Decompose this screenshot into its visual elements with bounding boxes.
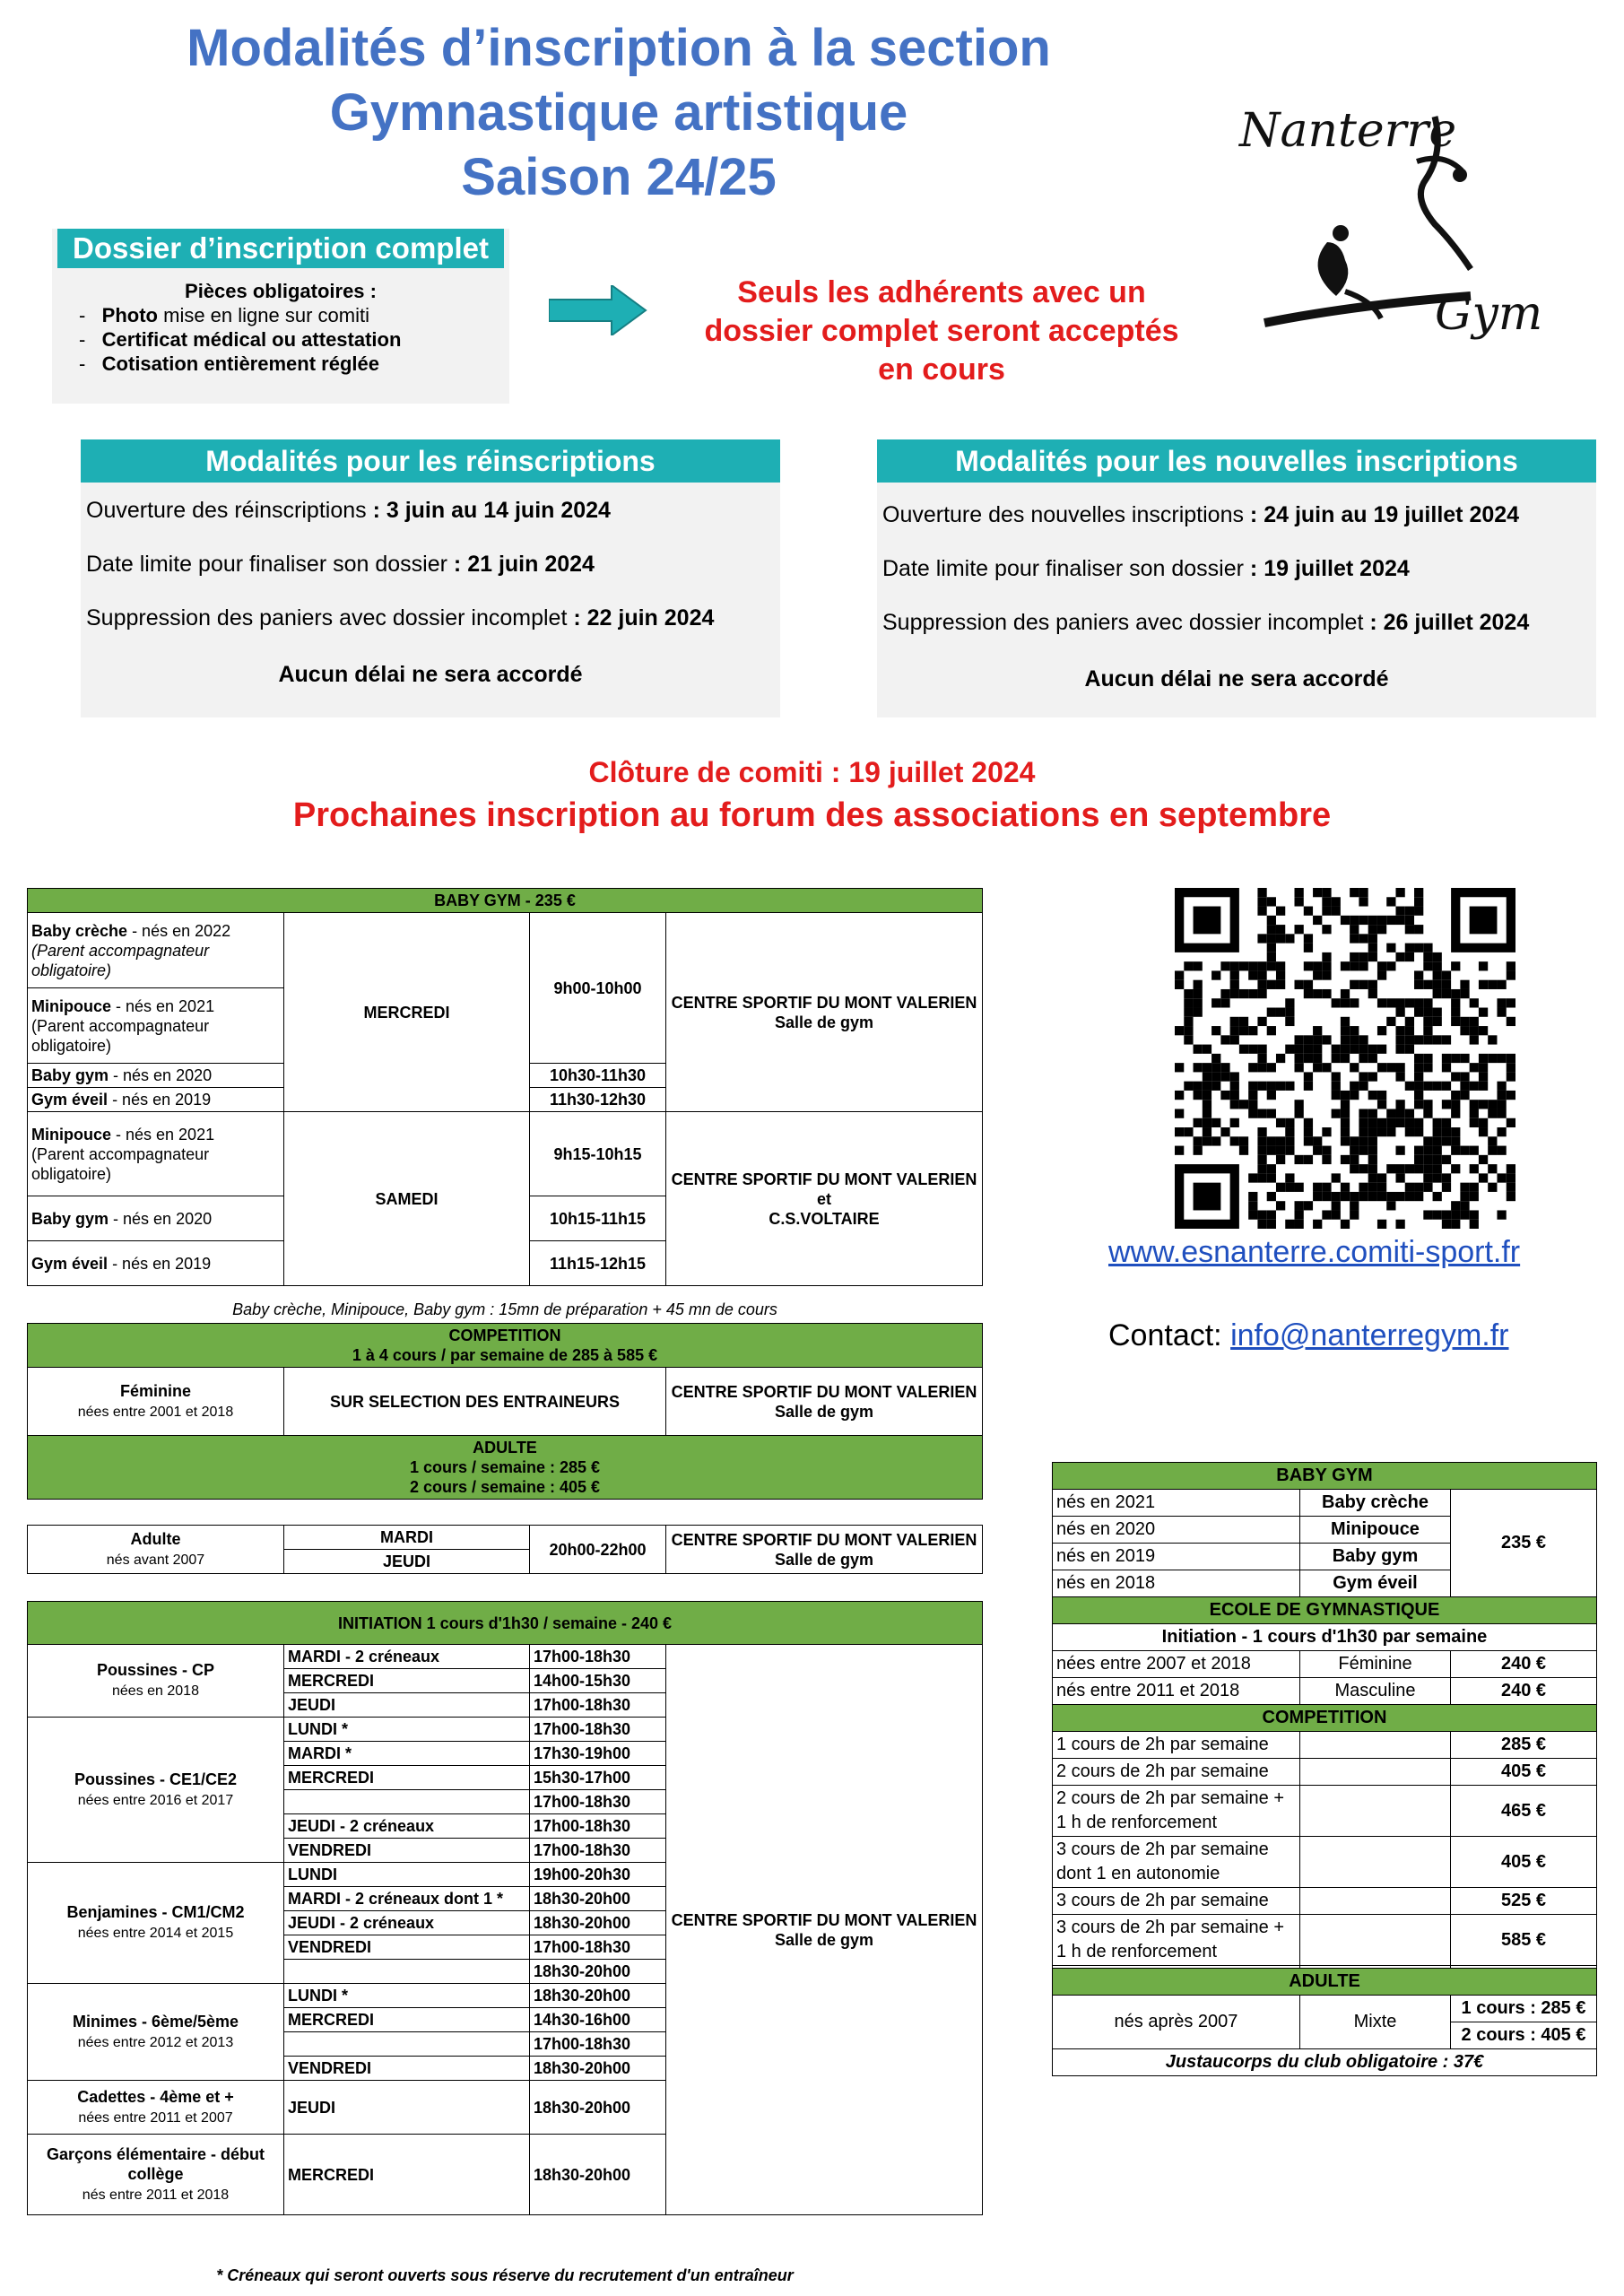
day-cell: JEUDI bbox=[284, 2081, 530, 2135]
day-cell: VENDREDI bbox=[284, 1935, 530, 1960]
gymnast-silhouette-icon bbox=[1229, 99, 1569, 368]
price-baby-header: BABY GYM bbox=[1053, 1463, 1597, 1490]
day-cell: JEUDI - 2 créneaux bbox=[284, 1911, 530, 1935]
table-row: 2 cours de 2h par semaine 405 € bbox=[1053, 1759, 1597, 1786]
table-row: nés en 2018 Gym éveil bbox=[1053, 1570, 1597, 1597]
initiation-schedule bbox=[27, 1601, 983, 2215]
table-row: 1 cours de 2h par semaine 285 € bbox=[1053, 1732, 1597, 1759]
dossier-box bbox=[52, 229, 509, 404]
nouvelles-footer: Aucun délai ne sera accordé bbox=[1084, 666, 1389, 691]
time-cell: 17h00-18h30 bbox=[530, 1790, 666, 1814]
dossier-header: Dossier d’inscription complet bbox=[57, 229, 504, 268]
time-cell: 18h30-20h00 bbox=[530, 1911, 666, 1935]
time-cell: 17h00-18h30 bbox=[530, 1645, 666, 1669]
time-cell: 17h00-18h30 bbox=[530, 1839, 666, 1863]
group-name-cell: Garçons élémentaire - début collège nés entre 2011 et 2018 bbox=[28, 2135, 284, 2215]
email-link[interactable]: info@nanterregym.fr bbox=[1230, 1318, 1509, 1352]
group-name-cell: Poussines - CE1/CE2 nées entre 2016 et 2017 bbox=[28, 1718, 284, 1863]
day-cell: MARDI - 2 créneaux dont 1 * bbox=[284, 1887, 530, 1911]
time-cell: 18h30-20h00 bbox=[530, 2081, 666, 2135]
time-cell: 18h30-20h00 bbox=[530, 2057, 666, 2081]
group-name-cell: Cadettes - 4ème et + nées entre 2011 et 2007 bbox=[28, 2081, 284, 2135]
table-row: Baby gym - nés en 2020 bbox=[28, 1196, 284, 1241]
place-cell: CENTRE SPORTIF DU MONT VALERIEN Salle de gym bbox=[666, 1368, 983, 1436]
nouvelles-header: Modalités pour les nouvelles inscriptions bbox=[877, 439, 1596, 483]
time-cell: 14h00-15h30 bbox=[530, 1669, 666, 1693]
time-cell: 10h30-11h30 bbox=[530, 1064, 666, 1088]
table-row: nés après 2007 Mixte 1 cours : 285 € bbox=[1053, 1996, 1597, 2022]
logo-word-gym: Gym bbox=[1435, 287, 1543, 341]
day-cell: MERCREDI bbox=[284, 2008, 530, 2032]
group-name-cell: Benjamines - CM1/CM2 nées entre 2014 et 2015 bbox=[28, 1863, 284, 1984]
initiation-header: INITIATION 1 cours d'1h30 / semaine - 240 € bbox=[28, 1602, 983, 1645]
arrow-right-icon bbox=[549, 285, 647, 335]
table-row: nées entre 2007 et 2018 Féminine 240 € bbox=[1053, 1651, 1597, 1678]
competition-header: COMPETITION 1 à 4 cours / par semaine de 285 à 585 € bbox=[28, 1324, 983, 1368]
dossier-item: - Certificat médical ou attestation bbox=[79, 328, 402, 351]
day-cell: MARDI * bbox=[284, 1742, 530, 1766]
day-cell: LUNDI * bbox=[284, 1718, 530, 1742]
day-cell: SAMEDI bbox=[284, 1112, 530, 1286]
price-comp-header: COMPETITION bbox=[1053, 1705, 1597, 1732]
title-line-1: Modalités d’inscription à la section bbox=[187, 19, 1051, 77]
group-name-cell: Minimes - 6ème/5ème nées entre 2012 et 2013 bbox=[28, 1984, 284, 2081]
adulte-schedule bbox=[27, 1525, 983, 1574]
reinscription-row: Suppression des paniers avec dossier incomplet : 22 juin 2024 bbox=[86, 605, 715, 631]
club-logo bbox=[1229, 99, 1569, 368]
day-cell: MERCREDI bbox=[284, 1669, 530, 1693]
time-cell: 10h15-11h15 bbox=[530, 1196, 666, 1241]
place-cell: CENTRE SPORTIF DU MONT VALERIEN Salle de gym bbox=[666, 913, 983, 1112]
day-cell: MERCREDI bbox=[284, 2135, 530, 2215]
table-row: nés en 2020 Minipouce bbox=[1053, 1517, 1597, 1544]
table-row: Gym éveil - nés en 2019 bbox=[28, 1088, 284, 1112]
title-line-2: Gymnastique artistique bbox=[329, 83, 908, 142]
place-cell: CENTRE SPORTIF DU MONT VALERIEN Salle de gym bbox=[666, 1645, 983, 2215]
place-cell: CENTRE SPORTIF DU MONT VALERIEN Salle de gym bbox=[666, 1526, 983, 1574]
website-link[interactable]: www.esnanterre.comiti-sport.fr bbox=[1108, 1235, 1521, 1269]
day-cell bbox=[284, 1960, 530, 1984]
group-name-cell: Poussines - CP nées en 2018 bbox=[28, 1645, 284, 1718]
day-cell: LUNDI * bbox=[284, 1984, 530, 2008]
baby-gym-note: Baby crèche, Minipouce, Baby gym : 15mn de préparation + 45 mn de cours bbox=[232, 1300, 777, 1318]
title-line-3: Saison 24/25 bbox=[461, 148, 777, 206]
price-note: Justaucorps du club obligatoire : 37€ bbox=[1053, 2049, 1597, 2076]
table-row: Gym éveil - nés en 2019 bbox=[28, 1241, 284, 1286]
day-cell: MARDI - 2 créneaux bbox=[284, 1645, 530, 1669]
nouvelles-row: Suppression des paniers avec dossier incomplet : 26 juillet 2024 bbox=[882, 610, 1530, 635]
table-row: nés en 2021 Baby crèche 235 € bbox=[1053, 1490, 1597, 1517]
time-cell: 19h00-20h30 bbox=[530, 1863, 666, 1887]
time-cell: 17h00-18h30 bbox=[530, 1718, 666, 1742]
closure-date: Clôture de comiti : 19 juillet 2024 bbox=[588, 756, 1036, 788]
day-cell bbox=[284, 2032, 530, 2057]
dossier-item: - Cotisation entièrement réglée bbox=[79, 352, 379, 375]
place-cell: CENTRE SPORTIF DU MONT VALERIEN et C.S.VOLTAIRE bbox=[666, 1112, 983, 1286]
table-row: nés entre 2011 et 2018 Masculine 240 € bbox=[1053, 1678, 1597, 1705]
table-row: Féminine nées entre 2001 et 2018 bbox=[28, 1368, 284, 1436]
time-cell: 18h30-20h00 bbox=[530, 1984, 666, 2008]
time-cell: 14h30-16h00 bbox=[530, 2008, 666, 2032]
time-cell: 17h30-19h00 bbox=[530, 1742, 666, 1766]
time-cell: 17h00-18h30 bbox=[530, 1693, 666, 1718]
price-table: BABY GYM nés en 2021 Baby crèche 235 € nés en 2020 Minipouce nés en 2019 Baby gym nés en 2018 Gym éveil ECOLE DE GYMNASTIQUE Initiation - 1 cours d'1h30 par semaine nées entre 2007 et 2018 Féminine 240 € nés entre 2011 et 2018 Masculine 240 € COMPETITION 1 cours de 2h par semaine 285 € 2 cours de 2h par semaine 405 € 2 cours de 2h par semaine + 1 h de renforcement 465 € 3 cours de 2h par semaine dont 1 en autonomie 405 € 3 cours de 2h par semaine 525 € 3 cours de 2h par semaine + 1 h de renforcement 585 € ADULTE nés après 2007 Mixte 1 cours : 285 € 2 cours : 405 € Justaucorps du club obligatoire : 37€ bbox=[1052, 1462, 1597, 2076]
table-row: 3 cours de 2h par semaine dont 1 en autonomie 405 € bbox=[1053, 1837, 1597, 1888]
table-row: nés en 2019 Baby gym bbox=[1053, 1544, 1597, 1570]
time-cell: 18h30-20h00 bbox=[530, 1960, 666, 1984]
baby-gym-header: BABY GYM - 235 € bbox=[28, 889, 983, 913]
dossier-subtitle: Pièces obligatoires : bbox=[185, 280, 377, 302]
time-cell: 17h00-18h30 bbox=[530, 1814, 666, 1839]
table-row: 2 cours de 2h par semaine + 1 h de renforcement 465 € bbox=[1053, 1786, 1597, 1837]
day-cell: VENDREDI bbox=[284, 1839, 530, 1863]
time-cell: 11h30-12h30 bbox=[530, 1088, 666, 1112]
table-row: 3 cours de 2h par semaine 525 € bbox=[1053, 1888, 1597, 1915]
table-row: Adulte nés avant 2007 bbox=[28, 1526, 284, 1574]
time-cell: 11h15-12h15 bbox=[530, 1241, 666, 1286]
day-cell: JEUDI - 2 créneaux bbox=[284, 1814, 530, 1839]
time-cell: 18h30-20h00 bbox=[530, 2135, 666, 2215]
table-row: Minipouce - nés en 2021 (Parent accompagnateur obligatoire) bbox=[28, 1112, 284, 1196]
reinscription-row: Ouverture des réinscriptions : 3 juin au 14 juin 2024 bbox=[86, 498, 611, 523]
price-adulte-header: ADULTE bbox=[1053, 1969, 1597, 1996]
nouvelles-box bbox=[877, 439, 1596, 718]
competition-adulte-schedule bbox=[27, 1323, 983, 1500]
selection-cell: SUR SELECTION DES ENTRAINEURS bbox=[284, 1368, 666, 1436]
baby-gym-schedule bbox=[27, 888, 983, 1286]
qr-code-icon bbox=[1175, 888, 1515, 1229]
day-cell: MERCREDI bbox=[284, 913, 530, 1112]
table-row: Baby crèche - nés en 2022 (Parent accompagnateur obligatoire) bbox=[28, 913, 284, 988]
forum-notice: Prochaines inscription au forum des associations en septembre bbox=[292, 796, 1332, 834]
time-cell: 9h15-10h15 bbox=[530, 1112, 666, 1196]
nouvelles-row: Date limite pour finaliser son dossier : 19 juillet 2024 bbox=[882, 556, 1410, 581]
contact-line: Contact: info@nanterregym.fr bbox=[1108, 1318, 1509, 1352]
table-row bbox=[28, 1645, 983, 1669]
time-cell: 20h00-22h00 bbox=[530, 1526, 666, 1574]
adulte-header: ADULTE 1 cours / semaine : 285 € 2 cours / semaine : 405 € bbox=[28, 1436, 983, 1500]
logo-word-nanterre: Nanterre bbox=[1239, 104, 1457, 158]
warning-text: Seuls les adhérents avec un dossier complet seront acceptés en cours bbox=[704, 275, 1179, 387]
reinscription-footer: Aucun délai ne sera accordé bbox=[278, 662, 583, 687]
reinscription-header: Modalités pour les réinscriptions bbox=[81, 439, 780, 483]
day-cell bbox=[284, 1790, 530, 1814]
time-cell: 17h00-18h30 bbox=[530, 1935, 666, 1960]
time-cell: 17h00-18h30 bbox=[530, 2032, 666, 2057]
time-cell: 18h30-20h00 bbox=[530, 1887, 666, 1911]
table-row: 3 cours de 2h par semaine + 1 h de renforcement 585 € bbox=[1053, 1915, 1597, 1966]
reinscription-row: Date limite pour finaliser son dossier : 21 juin 2024 bbox=[86, 552, 595, 577]
day-cell: MARDI bbox=[284, 1526, 530, 1550]
reinscription-box bbox=[81, 439, 780, 718]
table-row: Minipouce - nés en 2021 (Parent accompagnateur obligatoire) bbox=[28, 988, 284, 1064]
footnote: * Créneaux qui seront ouverts sous réserve du recrutement d'un entraîneur bbox=[216, 2266, 794, 2284]
day-cell: VENDREDI bbox=[284, 2057, 530, 2081]
day-cell: MERCREDI bbox=[284, 1766, 530, 1790]
page-title bbox=[54, 16, 1184, 210]
dossier-item: - Photo mise en ligne sur comiti bbox=[79, 304, 369, 326]
day-cell: LUNDI bbox=[284, 1863, 530, 1887]
day-cell: JEUDI bbox=[284, 1693, 530, 1718]
table-row: Baby gym - nés en 2020 bbox=[28, 1064, 284, 1088]
price-ecole-header: ECOLE DE GYMNASTIQUE bbox=[1053, 1597, 1597, 1624]
day-cell: JEUDI bbox=[284, 1550, 530, 1574]
time-cell: 9h00-10h00 bbox=[530, 913, 666, 1064]
price-ecole-sub: Initiation - 1 cours d'1h30 par semaine bbox=[1053, 1624, 1597, 1651]
nouvelles-row: Ouverture des nouvelles inscriptions : 24 juin au 19 juillet 2024 bbox=[882, 502, 1520, 527]
time-cell: 15h30-17h00 bbox=[530, 1766, 666, 1790]
